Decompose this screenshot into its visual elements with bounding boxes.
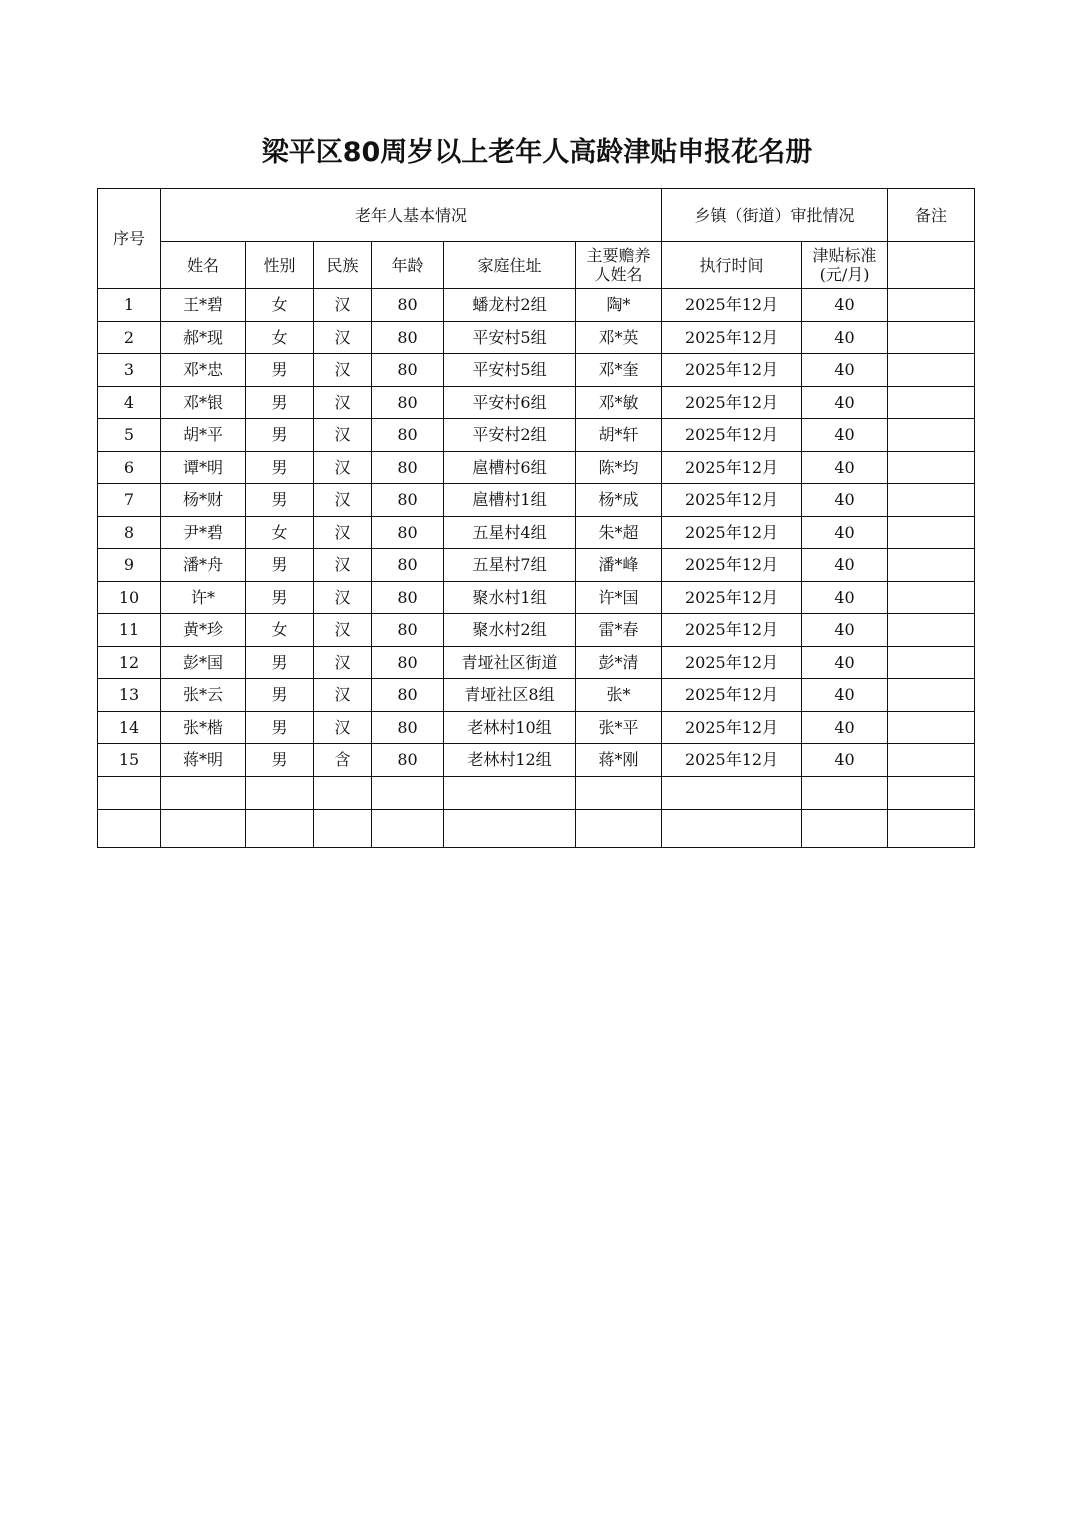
cell-guardian: 邓*敏 <box>576 386 662 419</box>
cell-exec-time: 2025年12月 <box>662 419 802 452</box>
header-ethnicity: 民族 <box>314 242 372 289</box>
cell-exec-time: 2025年12月 <box>662 549 802 582</box>
cell-age: 80 <box>372 484 444 517</box>
table-row <box>98 354 975 387</box>
cell-name: 王*碧 <box>161 289 246 322</box>
cell-guardian: 张*平 <box>576 711 662 744</box>
cell-seq: 9 <box>98 549 161 582</box>
table-row <box>98 581 975 614</box>
cell-age: 80 <box>372 549 444 582</box>
cell-exec-time: 2025年12月 <box>662 679 802 712</box>
table-row <box>98 321 975 354</box>
cell-gender: 女 <box>246 614 314 647</box>
header-guardian-line2: 人姓名 <box>594 265 643 284</box>
cell-subsidy: 40 <box>802 679 888 712</box>
cell-name: 尹*碧 <box>161 516 246 549</box>
cell-exec-time: 2025年12月 <box>662 321 802 354</box>
cell-gender: 男 <box>246 386 314 419</box>
cell-seq: 7 <box>98 484 161 517</box>
table-row <box>98 386 975 419</box>
table-row <box>98 516 975 549</box>
cell-remarks <box>888 419 975 452</box>
cell-address: 蟠龙村2组 <box>444 289 576 322</box>
empty-cell <box>576 809 662 847</box>
cell-name: 邓*银 <box>161 386 246 419</box>
cell-gender: 女 <box>246 289 314 322</box>
cell-remarks <box>888 581 975 614</box>
cell-name: 潘*舟 <box>161 549 246 582</box>
table-row <box>98 419 975 452</box>
empty-cell <box>246 776 314 809</box>
cell-guardian: 雷*春 <box>576 614 662 647</box>
cell-subsidy: 40 <box>802 354 888 387</box>
empty-cell <box>802 776 888 809</box>
cell-exec-time: 2025年12月 <box>662 711 802 744</box>
cell-ethnicity: 汉 <box>314 386 372 419</box>
cell-address: 五星村4组 <box>444 516 576 549</box>
cell-subsidy: 40 <box>802 614 888 647</box>
cell-ethnicity: 汉 <box>314 581 372 614</box>
cell-address: 平安村5组 <box>444 354 576 387</box>
header-seq: 序号 <box>98 189 161 289</box>
cell-guardian: 胡*轩 <box>576 419 662 452</box>
cell-name: 黄*珍 <box>161 614 246 647</box>
cell-subsidy: 40 <box>802 549 888 582</box>
cell-subsidy: 40 <box>802 451 888 484</box>
table-row <box>98 549 975 582</box>
roster-table <box>97 188 975 848</box>
cell-exec-time: 2025年12月 <box>662 581 802 614</box>
cell-remarks <box>888 321 975 354</box>
cell-exec-time: 2025年12月 <box>662 289 802 322</box>
empty-cell <box>888 809 975 847</box>
cell-seq: 11 <box>98 614 161 647</box>
cell-age: 80 <box>372 354 444 387</box>
table-row <box>98 451 975 484</box>
cell-remarks <box>888 516 975 549</box>
cell-age: 80 <box>372 289 444 322</box>
cell-name: 谭*明 <box>161 451 246 484</box>
cell-ethnicity: 汉 <box>314 711 372 744</box>
cell-age: 80 <box>372 614 444 647</box>
cell-ethnicity: 汉 <box>314 646 372 679</box>
cell-subsidy: 40 <box>802 646 888 679</box>
table-row <box>98 289 975 322</box>
cell-ethnicity: 汉 <box>314 289 372 322</box>
cell-address: 青垭社区街道 <box>444 646 576 679</box>
empty-cell <box>246 809 314 847</box>
cell-exec-time: 2025年12月 <box>662 744 802 777</box>
empty-cell <box>802 809 888 847</box>
document-title: 梁平区80周岁以上老年人高龄津贴申报花名册 <box>261 137 813 168</box>
cell-address: 老林村12组 <box>444 744 576 777</box>
header-guardian <box>576 242 662 289</box>
cell-address: 老林村10组 <box>444 711 576 744</box>
cell-exec-time: 2025年12月 <box>662 484 802 517</box>
cell-subsidy: 40 <box>802 581 888 614</box>
header-address: 家庭住址 <box>444 242 576 289</box>
cell-subsidy: 40 <box>802 484 888 517</box>
cell-name: 许* <box>161 581 246 614</box>
empty-cell <box>444 776 576 809</box>
empty-cell <box>314 809 372 847</box>
cell-remarks <box>888 711 975 744</box>
cell-ethnicity: 汉 <box>314 484 372 517</box>
cell-exec-time: 2025年12月 <box>662 646 802 679</box>
header-remarks: 备注 <box>888 189 975 242</box>
cell-name: 张*云 <box>161 679 246 712</box>
cell-exec-time: 2025年12月 <box>662 614 802 647</box>
cell-exec-time: 2025年12月 <box>662 354 802 387</box>
empty-cell <box>98 776 161 809</box>
table-row <box>98 646 975 679</box>
cell-ethnicity: 汉 <box>314 419 372 452</box>
cell-gender: 男 <box>246 646 314 679</box>
cell-gender: 男 <box>246 354 314 387</box>
cell-seq: 5 <box>98 419 161 452</box>
cell-gender: 男 <box>246 419 314 452</box>
empty-row <box>98 809 975 847</box>
cell-subsidy: 40 <box>802 711 888 744</box>
table-body <box>98 289 975 848</box>
cell-age: 80 <box>372 321 444 354</box>
cell-remarks <box>888 679 975 712</box>
cell-age: 80 <box>372 516 444 549</box>
cell-guardian: 邓*奎 <box>576 354 662 387</box>
header-name: 姓名 <box>161 242 246 289</box>
cell-subsidy: 40 <box>802 744 888 777</box>
cell-address: 五星村7组 <box>444 549 576 582</box>
cell-seq: 14 <box>98 711 161 744</box>
table-row <box>98 484 975 517</box>
cell-guardian: 陶* <box>576 289 662 322</box>
cell-remarks <box>888 646 975 679</box>
cell-ethnicity: 汉 <box>314 451 372 484</box>
empty-row <box>98 776 975 809</box>
cell-exec-time: 2025年12月 <box>662 516 802 549</box>
header-subsidy-line1: 津贴标准 <box>812 246 877 265</box>
header-subsidy-line2: (元/月) <box>819 265 870 284</box>
cell-seq: 13 <box>98 679 161 712</box>
cell-subsidy: 40 <box>802 516 888 549</box>
cell-gender: 男 <box>246 549 314 582</box>
cell-address: 青垭社区8组 <box>444 679 576 712</box>
empty-cell <box>372 776 444 809</box>
header-age: 年龄 <box>372 242 444 289</box>
cell-exec-time: 2025年12月 <box>662 386 802 419</box>
cell-age: 80 <box>372 744 444 777</box>
cell-guardian: 朱*超 <box>576 516 662 549</box>
cell-name: 蒋*明 <box>161 744 246 777</box>
cell-remarks <box>888 549 975 582</box>
cell-guardian: 张* <box>576 679 662 712</box>
cell-remarks <box>888 289 975 322</box>
header-exec-time: 执行时间 <box>662 242 802 289</box>
cell-remarks <box>888 354 975 387</box>
cell-guardian: 邓*英 <box>576 321 662 354</box>
cell-remarks <box>888 451 975 484</box>
cell-subsidy: 40 <box>802 321 888 354</box>
cell-guardian: 彭*清 <box>576 646 662 679</box>
cell-seq: 15 <box>98 744 161 777</box>
cell-guardian: 杨*成 <box>576 484 662 517</box>
header-remarks-sub <box>888 242 975 289</box>
cell-seq: 6 <box>98 451 161 484</box>
cell-name: 彭*国 <box>161 646 246 679</box>
cell-remarks <box>888 614 975 647</box>
empty-cell <box>98 809 161 847</box>
cell-address: 平安村6组 <box>444 386 576 419</box>
cell-age: 80 <box>372 386 444 419</box>
cell-age: 80 <box>372 581 444 614</box>
cell-gender: 男 <box>246 581 314 614</box>
cell-remarks <box>888 386 975 419</box>
empty-cell <box>161 809 246 847</box>
cell-ethnicity: 含 <box>314 744 372 777</box>
cell-address: 聚水村1组 <box>444 581 576 614</box>
cell-guardian: 潘*峰 <box>576 549 662 582</box>
cell-ethnicity: 汉 <box>314 321 372 354</box>
empty-cell <box>662 776 802 809</box>
cell-address: 平安村2组 <box>444 419 576 452</box>
cell-name: 郝*现 <box>161 321 246 354</box>
cell-subsidy: 40 <box>802 419 888 452</box>
cell-address: 扈槽村6组 <box>444 451 576 484</box>
table-row <box>98 614 975 647</box>
header-group-approval: 乡镇（街道）审批情况 <box>662 189 888 242</box>
cell-ethnicity: 汉 <box>314 354 372 387</box>
empty-cell <box>888 776 975 809</box>
empty-cell <box>161 776 246 809</box>
empty-cell <box>662 809 802 847</box>
empty-cell <box>372 809 444 847</box>
cell-name: 邓*忠 <box>161 354 246 387</box>
cell-ethnicity: 汉 <box>314 679 372 712</box>
empty-cell <box>444 809 576 847</box>
cell-guardian: 蒋*刚 <box>576 744 662 777</box>
table-row <box>98 744 975 777</box>
cell-gender: 男 <box>246 679 314 712</box>
empty-cell <box>314 776 372 809</box>
header-gender: 性别 <box>246 242 314 289</box>
cell-age: 80 <box>372 646 444 679</box>
cell-age: 80 <box>372 711 444 744</box>
cell-address: 聚水村2组 <box>444 614 576 647</box>
empty-cell <box>576 776 662 809</box>
cell-seq: 12 <box>98 646 161 679</box>
cell-age: 80 <box>372 451 444 484</box>
cell-ethnicity: 汉 <box>314 516 372 549</box>
cell-remarks <box>888 484 975 517</box>
cell-gender: 男 <box>246 484 314 517</box>
cell-guardian: 许*国 <box>576 581 662 614</box>
header-guardian-line1: 主要赡养 <box>586 246 651 265</box>
cell-address: 扈槽村1组 <box>444 484 576 517</box>
cell-exec-time: 2025年12月 <box>662 451 802 484</box>
cell-ethnicity: 汉 <box>314 614 372 647</box>
cell-subsidy: 40 <box>802 289 888 322</box>
cell-seq: 10 <box>98 581 161 614</box>
cell-seq: 2 <box>98 321 161 354</box>
cell-address: 平安村5组 <box>444 321 576 354</box>
header-group-basic: 老年人基本情况 <box>161 189 662 242</box>
header-subsidy <box>802 242 888 289</box>
cell-seq: 8 <box>98 516 161 549</box>
cell-gender: 男 <box>246 711 314 744</box>
cell-gender: 女 <box>246 321 314 354</box>
table-row <box>98 711 975 744</box>
table-row <box>98 679 975 712</box>
cell-subsidy: 40 <box>802 386 888 419</box>
cell-gender: 男 <box>246 451 314 484</box>
cell-age: 80 <box>372 679 444 712</box>
cell-seq: 1 <box>98 289 161 322</box>
cell-gender: 女 <box>246 516 314 549</box>
cell-name: 张*楷 <box>161 711 246 744</box>
cell-ethnicity: 汉 <box>314 549 372 582</box>
cell-age: 80 <box>372 419 444 452</box>
cell-guardian: 陈*均 <box>576 451 662 484</box>
cell-remarks <box>888 744 975 777</box>
cell-seq: 4 <box>98 386 161 419</box>
cell-name: 胡*平 <box>161 419 246 452</box>
cell-name: 杨*财 <box>161 484 246 517</box>
cell-gender: 男 <box>246 744 314 777</box>
cell-seq: 3 <box>98 354 161 387</box>
